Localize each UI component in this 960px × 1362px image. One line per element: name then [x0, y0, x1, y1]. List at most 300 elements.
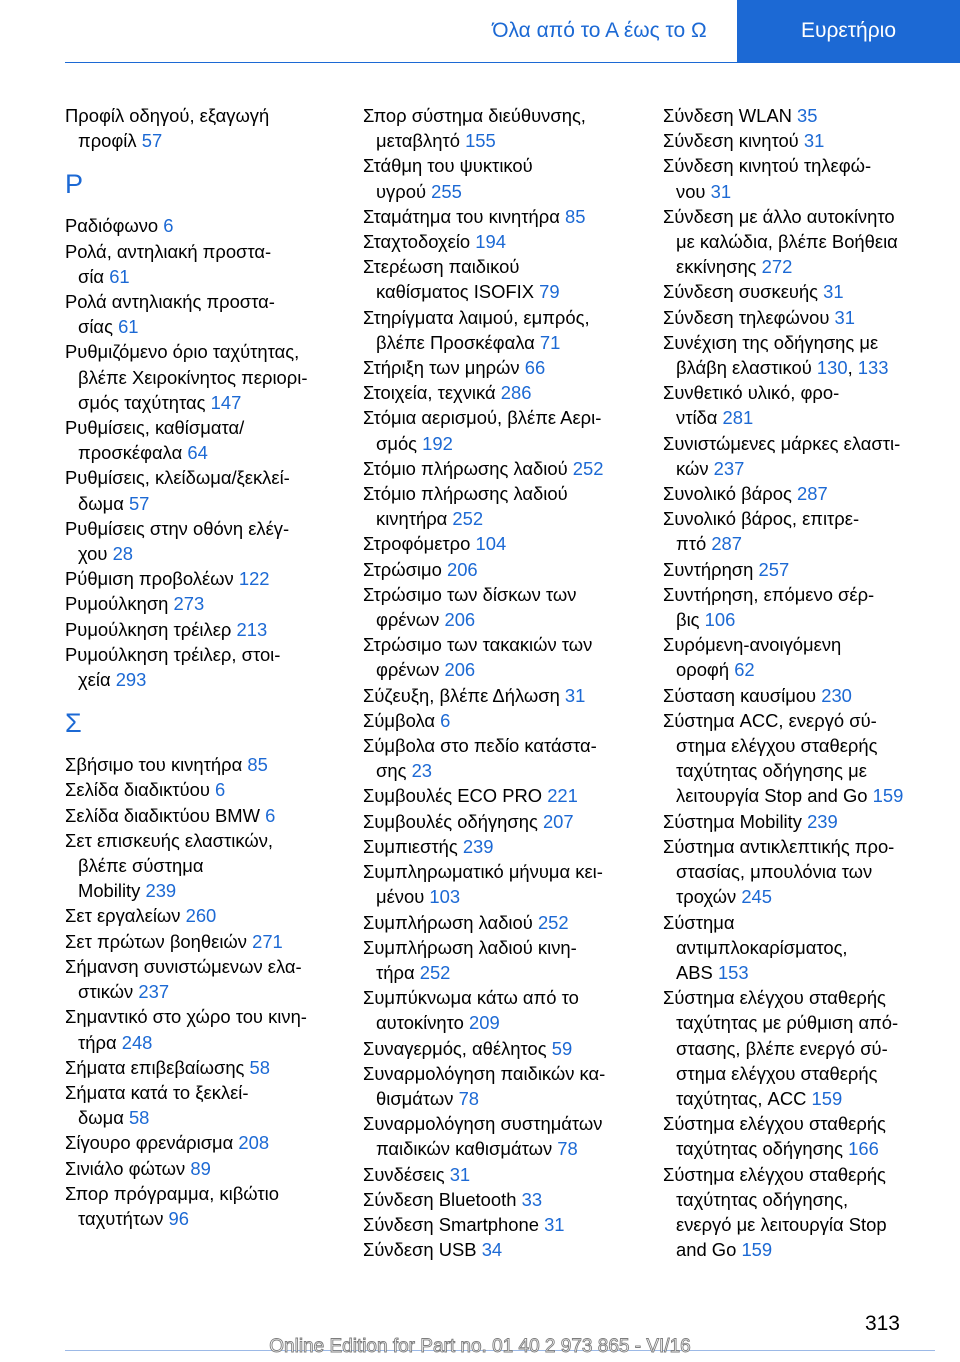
page-reference-link[interactable]: 106: [704, 609, 736, 631]
index-column-1: [65, 103, 355, 1231]
page-reference-link[interactable]: 245: [741, 886, 772, 908]
entry-term: Στόμια αερισμού, βλέπε Αερι-: [363, 407, 602, 429]
page-reference-link[interactable]: 194: [475, 231, 506, 253]
entry-term: σία: [78, 265, 105, 287]
page-reference-link[interactable]: 28: [112, 543, 134, 565]
entry-term: Συμπλήρωση λαδιού: [363, 911, 533, 933]
index-entry: [663, 834, 953, 910]
page-reference-link[interactable]: 31: [544, 1213, 565, 1235]
entry-text-line: [363, 834, 653, 859]
entry-text-line: [363, 153, 653, 178]
entry-text-line: [663, 279, 953, 304]
entry-term: προσκέφαλα: [78, 442, 183, 464]
page-reference-link[interactable]: 66: [524, 357, 546, 379]
page-reference-link[interactable]: 147: [210, 391, 242, 413]
page-reference-link[interactable]: 6: [163, 215, 174, 237]
entry-text-line: [65, 777, 355, 802]
entry-term: Σύστημα ACC, ενεργό σύ-: [663, 709, 877, 731]
page-reference-link[interactable]: 252: [537, 911, 569, 933]
page-reference-link[interactable]: 208: [238, 1132, 270, 1154]
entry-text-line: [663, 204, 953, 229]
page-reference-link[interactable]: 272: [761, 256, 793, 278]
index-entry: [663, 330, 953, 380]
entry-text-line: [65, 541, 355, 566]
index-entry: [65, 1156, 355, 1181]
entry-term: Συναρμολόγηση παιδικών κα-: [363, 1062, 606, 1084]
entry-term: με καλώδια, βλέπε Βοήθεια: [676, 231, 898, 253]
entry-term: στικών: [78, 981, 134, 1003]
index-entry: [65, 1080, 355, 1130]
entry-text-line: [663, 960, 953, 985]
entry-text-line: [663, 708, 953, 733]
entry-text-line: [663, 431, 953, 456]
entry-term: Σελίδα διαδικτύου BMW: [65, 804, 260, 826]
entry-term: Σύσταση καυσίμου: [663, 684, 817, 706]
page-reference-link[interactable]: 153: [717, 961, 749, 983]
entry-term: ταχύτητας οδήγησης: [676, 1138, 844, 1160]
entry-text-line: [663, 531, 953, 556]
page-reference-link[interactable]: 57: [128, 492, 150, 514]
entry-text-line: [363, 481, 653, 506]
entry-text-line: [663, 330, 953, 355]
page-reference-link[interactable]: 248: [121, 1031, 153, 1053]
entry-term: κινητήρα: [376, 508, 448, 530]
entry-term: Ραδιόφωνο: [65, 215, 159, 237]
entry-text-line: [363, 1162, 653, 1187]
entry-term: Στόμιο πλήρωσης λαδιού: [363, 457, 568, 479]
index-entry: [363, 456, 653, 481]
entry-text-line: [65, 642, 355, 667]
entry-text-line: [363, 506, 653, 531]
entry-term: μεταβλητό: [376, 130, 460, 152]
index-letter-heading: Ρ: [65, 169, 84, 200]
page-reference-link[interactable]: 57: [141, 130, 163, 152]
page-reference-link[interactable]: 31: [823, 281, 844, 303]
page-reference-link[interactable]: 6: [440, 709, 451, 731]
entry-term: Στήριξη των μηρών: [363, 357, 520, 379]
entry-text-line: βλάβη ελαστικού 130, 133: [676, 357, 889, 379]
entry-text-line: [363, 1010, 653, 1035]
entry-text-line: [663, 305, 953, 330]
page-reference-link[interactable]: 31: [834, 306, 855, 328]
entry-term: ντίδα: [676, 407, 718, 429]
index-entry: [663, 632, 953, 682]
entry-text-line: [65, 339, 355, 364]
entry-text-line: [65, 954, 355, 979]
page-reference-link[interactable]: 61: [118, 316, 139, 338]
page-reference-link[interactable]: 273: [173, 593, 205, 615]
index-entry: [65, 1181, 355, 1231]
index-entry: [663, 910, 953, 986]
entry-text-line: [663, 1061, 953, 1086]
entry-term: οροφή: [676, 659, 730, 681]
entry-text-line: [663, 1136, 953, 1161]
page-reference-link[interactable]: 257: [758, 558, 790, 580]
page-reference-link[interactable]: 221: [547, 785, 578, 807]
page-reference-link[interactable]: 271: [252, 930, 283, 952]
page-reference-link[interactable]: 159: [741, 1239, 773, 1261]
page-reference-link[interactable]: 103: [429, 886, 461, 908]
entry-term: προφίλ: [78, 130, 137, 152]
entry-term: Συναγερμός, αθέλητος: [363, 1037, 547, 1059]
index-entry: [363, 204, 653, 229]
page-reference-link[interactable]: 58: [128, 1107, 150, 1129]
page-reference-link[interactable]: 85: [565, 205, 586, 227]
page-reference-link[interactable]: 89: [190, 1157, 211, 1179]
entry-text-line: [363, 1187, 653, 1212]
page-reference-link[interactable]: 78: [557, 1138, 578, 1160]
entry-text-line: [65, 516, 355, 541]
page-reference-link[interactable]: 206: [444, 609, 476, 631]
index-entry: [363, 557, 653, 582]
index-letter-heading: Σ: [65, 708, 82, 739]
index-entry: [363, 1111, 653, 1161]
page-reference-link[interactable]: 155: [465, 130, 496, 152]
page-reference-link[interactable]: 31: [710, 180, 732, 202]
entry-term: δωμα: [78, 1107, 124, 1129]
page-reference-link[interactable]: 96: [168, 1207, 189, 1229]
index-entry: [65, 103, 355, 153]
page-reference-link[interactable]: 206: [444, 659, 476, 681]
entry-term: στημα ελέγχου σταθερής: [676, 1062, 878, 1084]
entry-term: τήρα: [376, 961, 415, 983]
entry-text-line: [663, 834, 953, 859]
page-reference-link[interactable]: 122: [238, 568, 270, 590]
entry-term: νου: [676, 180, 706, 202]
page-reference-link[interactable]: 64: [187, 442, 208, 464]
index-column-2: [363, 103, 653, 1262]
entry-text-line: [363, 557, 653, 582]
page-reference-link[interactable]: 286: [500, 382, 532, 404]
index-entry: [663, 809, 953, 834]
entry-term: Σύνδεση Bluetooth: [363, 1188, 517, 1210]
index-entry: [65, 1055, 355, 1080]
entry-term: βλέπε Προσκέφαλα: [376, 331, 535, 353]
entry-term: Σήμανση συνιστώμενων ελα-: [65, 955, 302, 977]
entry-term: βλάβη ελαστικού: [676, 357, 812, 379]
entry-term: Συναρμολόγηση συστημάτων: [363, 1113, 603, 1135]
page-reference-link[interactable]: 239: [807, 810, 838, 832]
page-reference-link[interactable]: 58: [249, 1056, 271, 1078]
entry-text-line: [663, 128, 953, 153]
entry-term: Προφίλ οδηγού, εξαγωγή: [65, 105, 270, 126]
entry-term: αυτοκίνητο: [376, 1012, 464, 1034]
entry-text-line: [363, 456, 653, 481]
entry-term: Συμβουλές ECO PRO: [363, 785, 543, 807]
page-reference-link[interactable]: 237: [138, 981, 170, 1003]
entry-term: Σίγουρο φρενάρισμα: [65, 1132, 234, 1154]
index-entry: [65, 752, 355, 777]
page-reference-link[interactable]: 59: [551, 1037, 573, 1059]
entry-text-line: [663, 380, 953, 405]
index-entry: [363, 783, 653, 808]
entry-text-line: [65, 103, 355, 128]
entry-term: Συρόμενη-ανοιγόμενη: [663, 634, 842, 656]
page-reference-link[interactable]: 31: [449, 1163, 471, 1185]
entry-text-line: [663, 632, 953, 657]
index-entry: [65, 617, 355, 642]
index-entry: [663, 204, 953, 280]
entry-text-line: [363, 884, 653, 909]
entry-text-line: [65, 1004, 355, 1029]
entry-text-line: [363, 305, 653, 330]
index-entry: [363, 632, 653, 682]
entry-term: Ρύθμιση προβολέων: [65, 568, 234, 590]
entry-term: Ρυθμιζόμενο όριο ταχύτητας,: [65, 341, 300, 363]
entry-text-line: [363, 179, 653, 204]
entry-text-line: [65, 1181, 355, 1206]
entry-text-line: [363, 1212, 653, 1237]
index-entry: [363, 859, 653, 909]
entry-text-line: [363, 910, 653, 935]
entry-text-line: [363, 859, 653, 884]
entry-text-line: [363, 758, 653, 783]
index-entry: [363, 809, 653, 834]
page-reference-link[interactable]: 252: [572, 457, 604, 479]
index-entry: [65, 803, 355, 828]
page-reference-link[interactable]: 130: [816, 357, 848, 379]
page-reference-link[interactable]: 213: [236, 618, 268, 640]
entry-term: στημα ελέγχου σταθερής: [676, 735, 878, 757]
entry-term: Σύνδεση τηλεφώνου: [663, 306, 830, 328]
index-entry: [65, 566, 355, 591]
entry-term: βις: [676, 609, 700, 631]
entry-term: Σύνδεση κινητού τηλεφώ-: [663, 155, 872, 177]
entry-term: Σημαντικό στο χώρο του κινη-: [65, 1006, 307, 1028]
entry-text-line: [65, 491, 355, 516]
page-reference-link[interactable]: 31: [803, 130, 825, 152]
page-reference-link[interactable]: 239: [462, 835, 494, 857]
entry-term: τήρα: [78, 1031, 117, 1053]
index-entry: [65, 465, 355, 515]
entry-text-line: [65, 929, 355, 954]
entry-term: Σπορ σύστημα διεύθυνσης,: [363, 105, 586, 126]
entry-term: Ρολά αντηλιακής προστα-: [65, 291, 275, 313]
page-reference-link[interactable]: 33: [521, 1188, 543, 1210]
entry-text-line: [363, 783, 653, 808]
page-reference-link[interactable]: 6: [215, 779, 226, 801]
index-entry: [663, 506, 953, 556]
entry-text-line: [65, 365, 355, 390]
page-reference-link[interactable]: 206: [446, 558, 478, 580]
entry-term: στασης, βλέπε ενεργό σύ-: [676, 1037, 888, 1059]
page-reference-link[interactable]: 78: [458, 1087, 480, 1109]
entry-term: φρένων: [376, 659, 440, 681]
page-reference-link[interactable]: 85: [247, 754, 268, 776]
entry-term: ταχύτητας με ρύθμιση από-: [676, 1012, 899, 1034]
entry-term: Συνολικό βάρος: [663, 483, 792, 505]
page-reference-link[interactable]: 104: [475, 533, 507, 555]
entry-text-line: [663, 783, 953, 808]
page-reference-link[interactable]: 79: [539, 281, 560, 303]
entry-term: χεία: [78, 669, 111, 691]
entry-text-line: [363, 229, 653, 254]
index-entry: [663, 985, 953, 1111]
entry-term: κών: [676, 457, 709, 479]
page-reference-link[interactable]: 35: [797, 105, 818, 126]
page-reference-link[interactable]: 260: [185, 905, 217, 927]
entry-text-line: [65, 878, 355, 903]
entry-term: καθίσματος ISOFIX: [376, 281, 534, 303]
entry-text-line: [363, 582, 653, 607]
entry-term: παιδικών καθισμάτων: [376, 1138, 553, 1160]
entry-term: Σήματα κατά το ξεκλεί-: [65, 1081, 249, 1103]
entry-term: Σύστημα ελέγχου σταθερής: [663, 1163, 886, 1185]
entry-text-line: [663, 456, 953, 481]
page-reference-link[interactable]: 255: [431, 180, 462, 202]
index-entry: [363, 582, 653, 632]
index-entry: [65, 239, 355, 289]
entry-term: πτό: [676, 533, 707, 555]
entry-term: Σύστημα ελέγχου σταθερής: [663, 1113, 886, 1135]
page-reference-link[interactable]: 281: [722, 407, 754, 429]
entry-text-line: [363, 733, 653, 758]
page-reference-link[interactable]: 252: [452, 508, 484, 530]
entry-text-line: [363, 632, 653, 657]
entry-text-line: [363, 1036, 653, 1061]
entry-text-line: [363, 1111, 653, 1136]
entry-term: Στερέωση παιδικού: [363, 256, 520, 278]
entry-text-line: [65, 591, 355, 616]
entry-term: Συντήρηση: [663, 558, 754, 580]
entry-term: ταχύτητας, ACC: [676, 1087, 807, 1109]
entry-text-line: [663, 582, 953, 607]
page-reference-link[interactable]: 239: [145, 880, 177, 902]
entry-term: Συνδέσεις: [363, 1163, 445, 1185]
entry-term: σης: [376, 760, 407, 782]
entry-term: Σταμάτημα του κινητήρα: [363, 205, 560, 227]
entry-text-line: [65, 1055, 355, 1080]
entry-text-line: [663, 506, 953, 531]
entry-text-line: [363, 204, 653, 229]
page-reference-link[interactable]: 71: [539, 331, 561, 353]
index-entry: [363, 103, 653, 153]
page-reference-link[interactable]: 61: [109, 265, 130, 287]
index-entry: [363, 733, 653, 783]
index-entry: [65, 777, 355, 802]
index-entry: [663, 305, 953, 330]
entry-text-line: [363, 128, 653, 153]
page-reference-link[interactable]: 34: [481, 1239, 503, 1261]
entry-term: Σύνδεση με άλλο αυτοκίνητο: [663, 205, 895, 227]
entry-text-line: [663, 1036, 953, 1061]
index-entry: [65, 642, 355, 692]
index-entry: [363, 708, 653, 733]
page-reference-link[interactable]: 31: [564, 684, 586, 706]
index-entry: [65, 415, 355, 465]
entry-text-line: [663, 405, 953, 430]
index-entry: [663, 380, 953, 430]
entry-term: Συμπλήρωση λαδιού κινη-: [363, 936, 577, 958]
entry-text-line: [663, 1212, 953, 1237]
index-entry: [65, 1130, 355, 1155]
page-reference-link[interactable]: 230: [821, 684, 852, 706]
entry-term: σμός ταχύτητας: [78, 391, 206, 413]
index-entry: [363, 355, 653, 380]
entry-term: Συνέχιση της οδήγησης με: [663, 331, 879, 353]
entry-term: Σπορ πρόγραμμα, κιβώτιο: [65, 1182, 279, 1204]
index-entry: [363, 683, 653, 708]
index-entry: [663, 279, 953, 304]
index-entry: [363, 254, 653, 304]
entry-text-line: [65, 979, 355, 1004]
entry-text-line: [663, 733, 953, 758]
page-reference-link[interactable]: 62: [734, 659, 755, 681]
entry-text-line: [363, 279, 653, 304]
entry-term: Στρώσιμο των τακακιών των: [363, 634, 593, 656]
index-entry: [663, 103, 953, 128]
entry-term: Συνθετικό υλικό, φρο-: [663, 382, 840, 404]
entry-term: σμός: [376, 432, 418, 454]
entry-text-line: [663, 884, 953, 909]
page-reference-link[interactable]: 192: [422, 432, 453, 454]
entry-text-line: [65, 803, 355, 828]
entry-text-line: [65, 853, 355, 878]
index-entry: [663, 431, 953, 481]
page-reference-link[interactable]: 287: [796, 483, 828, 505]
index-entry: [363, 481, 653, 531]
entry-text-line: [363, 683, 653, 708]
entry-text-line: [663, 481, 953, 506]
entry-term: Σύμβολα στο πεδίο κατάστα-: [363, 735, 597, 757]
entry-text-line: [65, 239, 355, 264]
entry-term: σίας: [78, 316, 113, 338]
page-reference-link[interactable]: 293: [115, 669, 147, 691]
entry-term: ταχύτητας οδήγησης,: [676, 1188, 849, 1210]
page-reference-link[interactable]: 287: [711, 533, 742, 555]
entry-text-line: [363, 103, 653, 128]
index-entry: [65, 903, 355, 928]
index-tab[interactable]: [737, 0, 960, 62]
entry-text-line: [363, 330, 653, 355]
entry-term: Ρυμούλκηση τρέιλερ, στοι-: [65, 643, 281, 665]
entry-term: Σταχτοδοχείο: [363, 231, 471, 253]
index-entry: [65, 1004, 355, 1054]
page-reference-link[interactable]: 209: [468, 1012, 500, 1034]
entry-text-line: [65, 440, 355, 465]
index-entry: [663, 557, 953, 582]
entry-text-line: [65, 128, 355, 153]
page-reference-link[interactable]: 159: [811, 1087, 843, 1109]
entry-term: φρένων: [376, 609, 440, 631]
entry-text-line: [363, 254, 653, 279]
entry-text-line: [663, 1187, 953, 1212]
page-reference-link[interactable]: 6: [265, 804, 276, 826]
entry-term: Συνιστώμενες μάρκες ελαστι-: [663, 432, 901, 454]
page-reference-link[interactable]: 159: [872, 785, 904, 807]
entry-term: Ρολά, αντηλιακή προστα-: [65, 240, 272, 262]
page-reference-link[interactable]: 133: [857, 357, 889, 379]
entry-text-line: [363, 380, 653, 405]
index-entry: [65, 828, 355, 904]
entry-text-line: [363, 1136, 653, 1161]
entry-text-line: [663, 935, 953, 960]
entry-term: Στόμιο πλήρωσης λαδιού: [363, 483, 568, 505]
page-reference-link[interactable]: 237: [713, 457, 745, 479]
page-reference-link[interactable]: 166: [848, 1138, 879, 1160]
entry-term: Στρώσιμο: [363, 558, 442, 580]
entry-text-line: [65, 1080, 355, 1105]
index-entry: [663, 708, 953, 809]
index-entry: [65, 929, 355, 954]
entry-text-line: [65, 264, 355, 289]
page-reference-link[interactable]: 252: [419, 961, 451, 983]
page-reference-link[interactable]: 207: [542, 810, 574, 832]
entry-text-line: [65, 465, 355, 490]
page-reference-link[interactable]: 23: [411, 760, 433, 782]
entry-text-line: [65, 1030, 355, 1055]
entry-term: ταχυτήτων: [78, 1207, 164, 1229]
